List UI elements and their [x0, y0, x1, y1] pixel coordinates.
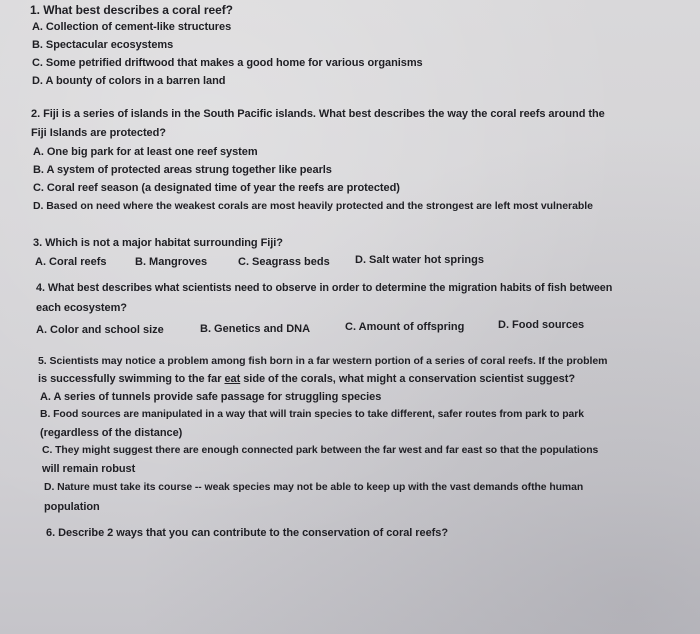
question-1-option-a: A. Collection of cement-like structures	[32, 21, 232, 33]
question-5-option-d-line-1: D. Nature must take its course -- weak species may not be able to keep up with the vast demands ofthe human	[44, 482, 584, 493]
question-4-option-d: D. Food sources	[498, 319, 585, 331]
question-3-option-c: C. Seagrass beds	[238, 256, 330, 268]
question-2-option-c: C. Coral reef season (a designated time of year the reefs are protected)	[33, 182, 400, 194]
question-5-option-a: A. A series of tunnels provide safe passage for struggling species	[40, 391, 382, 403]
question-5-text-line-2-start: is successfully swimming to the far	[38, 373, 225, 385]
question-5-text-line-1: 5. Scientists may notice a problem among fish born in a far western portion of a series of coral reefs. If the problem	[38, 355, 608, 367]
question-5-option-b-line-2: (regardless of the distance)	[40, 427, 183, 439]
question-1-option-c: C. Some petrified driftwood that makes a good home for various organisms	[32, 57, 423, 69]
question-4-text-line-1: 4. What best describes what scientists need to observe in order to determine the migration habits of fish between	[36, 282, 613, 294]
question-3-text: 3. Which is not a major habitat surrounding Fiji?	[33, 237, 283, 249]
question-4-text-line-2: each ecosystem?	[36, 302, 127, 314]
question-2-option-a: A. One big park for at least one reef system	[33, 146, 258, 158]
question-4-option-a: A. Color and school size	[36, 324, 164, 336]
question-4-option-c: C. Amount of offspring	[345, 321, 465, 333]
question-5-option-c-line-1: C. They might suggest there are enough connected park between the far west and far east so that the populations	[42, 445, 599, 456]
question-3-option-d: D. Salt water hot springs	[355, 254, 484, 266]
question-2-option-d: D. Based on need where the weakest corals are most heavily protected and the strongest are left most vulnerable	[33, 200, 593, 212]
question-2-text-line-1: 2. Fiji is a series of islands in the South Pacific islands. What best describes the way the coral reefs around the	[31, 108, 605, 120]
question-5-underlined-word: eat	[224, 373, 241, 385]
question-5-text-line-2-end: side of the corals, what might a conservation scientist suggest?	[240, 373, 576, 385]
question-3-option-a: A. Coral reefs	[35, 256, 107, 268]
question-5-option-b-line-1: B. Food sources are manipulated in a way that will train species to take different, safer routes from park to park	[40, 409, 584, 420]
question-6-text: 6. Describe 2 ways that you can contribute to the conservation of coral reefs?	[46, 527, 448, 539]
question-4-option-b: B. Genetics and DNA	[200, 323, 311, 335]
question-5-option-c-line-2: will remain robust	[42, 463, 136, 475]
question-1-option-b: B. Spectacular ecosystems	[32, 39, 174, 51]
question-1-option-d: D. A bounty of colors in a barren land	[32, 75, 226, 87]
question-2-option-b: B. A system of protected areas strung together like pearls	[33, 164, 332, 176]
question-5-option-d-line-2: population	[44, 501, 100, 513]
question-1-text: 1. What best describes a coral reef?	[30, 3, 233, 17]
question-3-option-b: B. Mangroves	[135, 256, 208, 268]
question-2-text-line-2: Fiji Islands are protected?	[31, 127, 166, 139]
question-5-text-line-2	[38, 373, 575, 385]
